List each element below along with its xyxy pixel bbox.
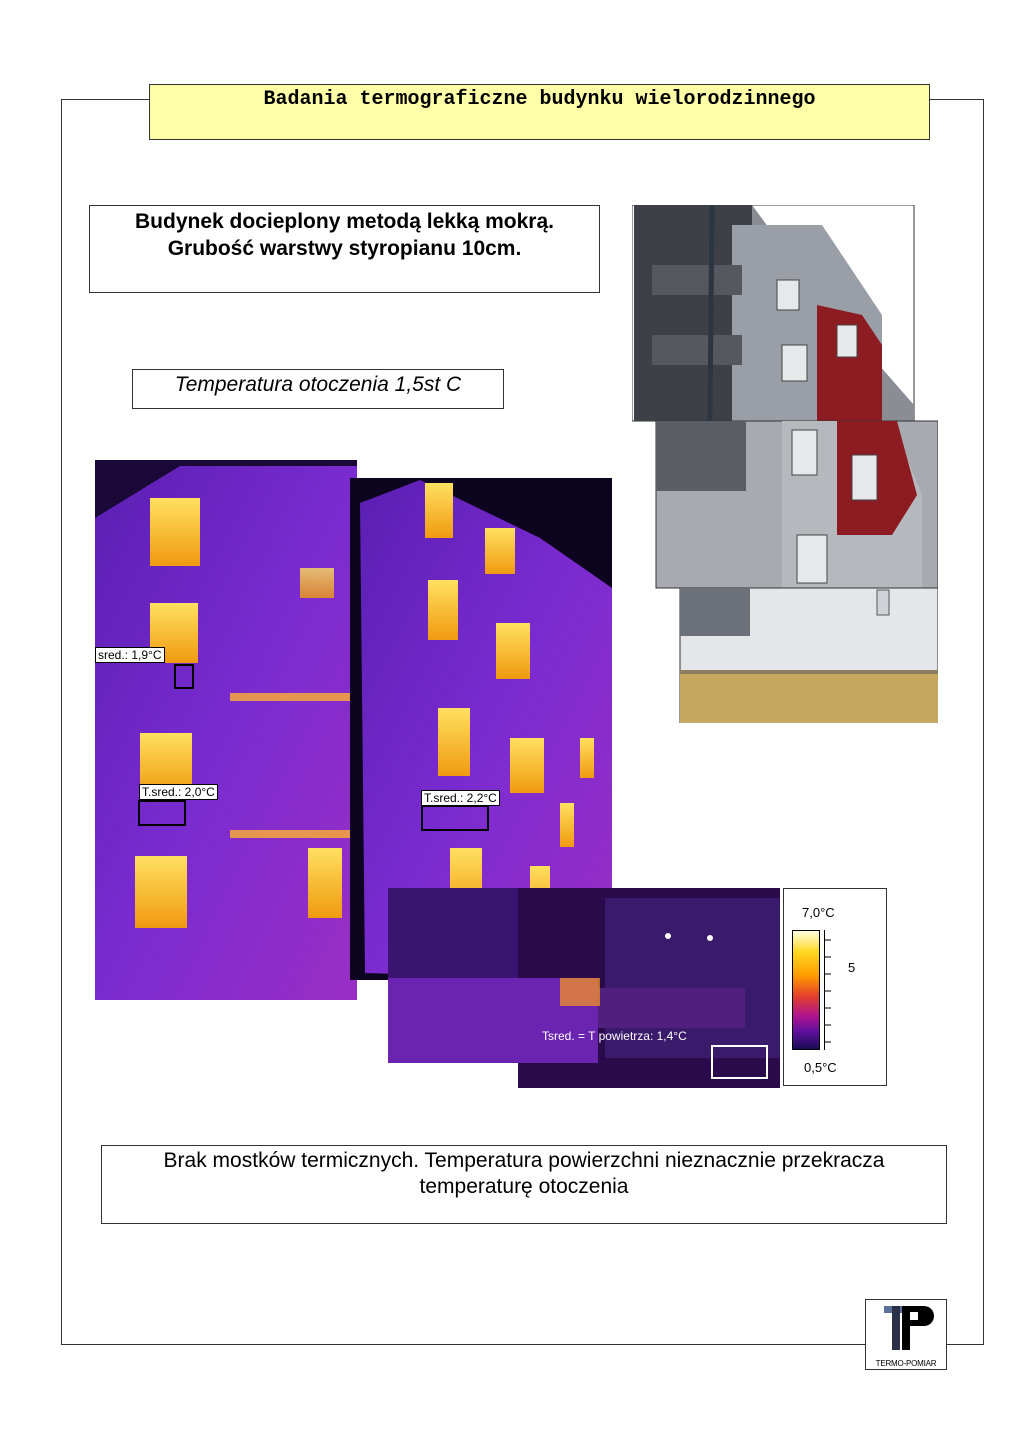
measurement-label-2: T.sred.: 2,0°C xyxy=(139,784,218,800)
conclusion-box xyxy=(101,1145,947,1224)
ambient-temperature-text: Temperatura otoczenia 1,5st C xyxy=(174,373,462,396)
page-title-box xyxy=(149,84,930,140)
ambient-temperature-box xyxy=(132,369,504,409)
scale-max-label: 7,0°C xyxy=(802,905,835,920)
measurement-label-4: Tsred. = T powietrza: 1,4°C xyxy=(542,1029,687,1043)
scale-color-bar xyxy=(792,930,820,1050)
page-title: Badania termograficzne budynku wielorodzinnego xyxy=(263,88,816,111)
thermogram-image xyxy=(90,458,790,1090)
logo-mark xyxy=(866,1300,946,1358)
measurement-area-3 xyxy=(421,805,489,831)
description-line-1: Budynek docieplony metodą lekką mokrą. xyxy=(135,210,554,233)
temperature-scale xyxy=(783,888,887,1086)
scale-ticks xyxy=(824,930,837,1050)
conclusion-line-2: temperaturę otoczenia xyxy=(419,1175,629,1198)
measurement-area-4 xyxy=(711,1045,768,1079)
logo-text: TERMO-POMIAR xyxy=(875,1359,937,1368)
measurement-label-1: sred.: 1,9°C xyxy=(95,647,165,663)
measurement-label-3: T.sred.: 2,2°C xyxy=(421,790,500,806)
scale-min-label: 0,5°C xyxy=(804,1060,837,1075)
measurement-area-2 xyxy=(138,800,186,826)
conclusion-line-1: Brak mostków termicznych. Temperatura powierzchni nieznacznie przekracza xyxy=(163,1149,885,1172)
description-box xyxy=(89,205,600,293)
termo-pomiar-logo xyxy=(865,1299,947,1370)
measurement-area-1 xyxy=(174,664,194,689)
description-line-2: Grubość warstwy styropianu 10cm. xyxy=(167,237,522,260)
scale-mid-label: 5 xyxy=(848,960,856,975)
